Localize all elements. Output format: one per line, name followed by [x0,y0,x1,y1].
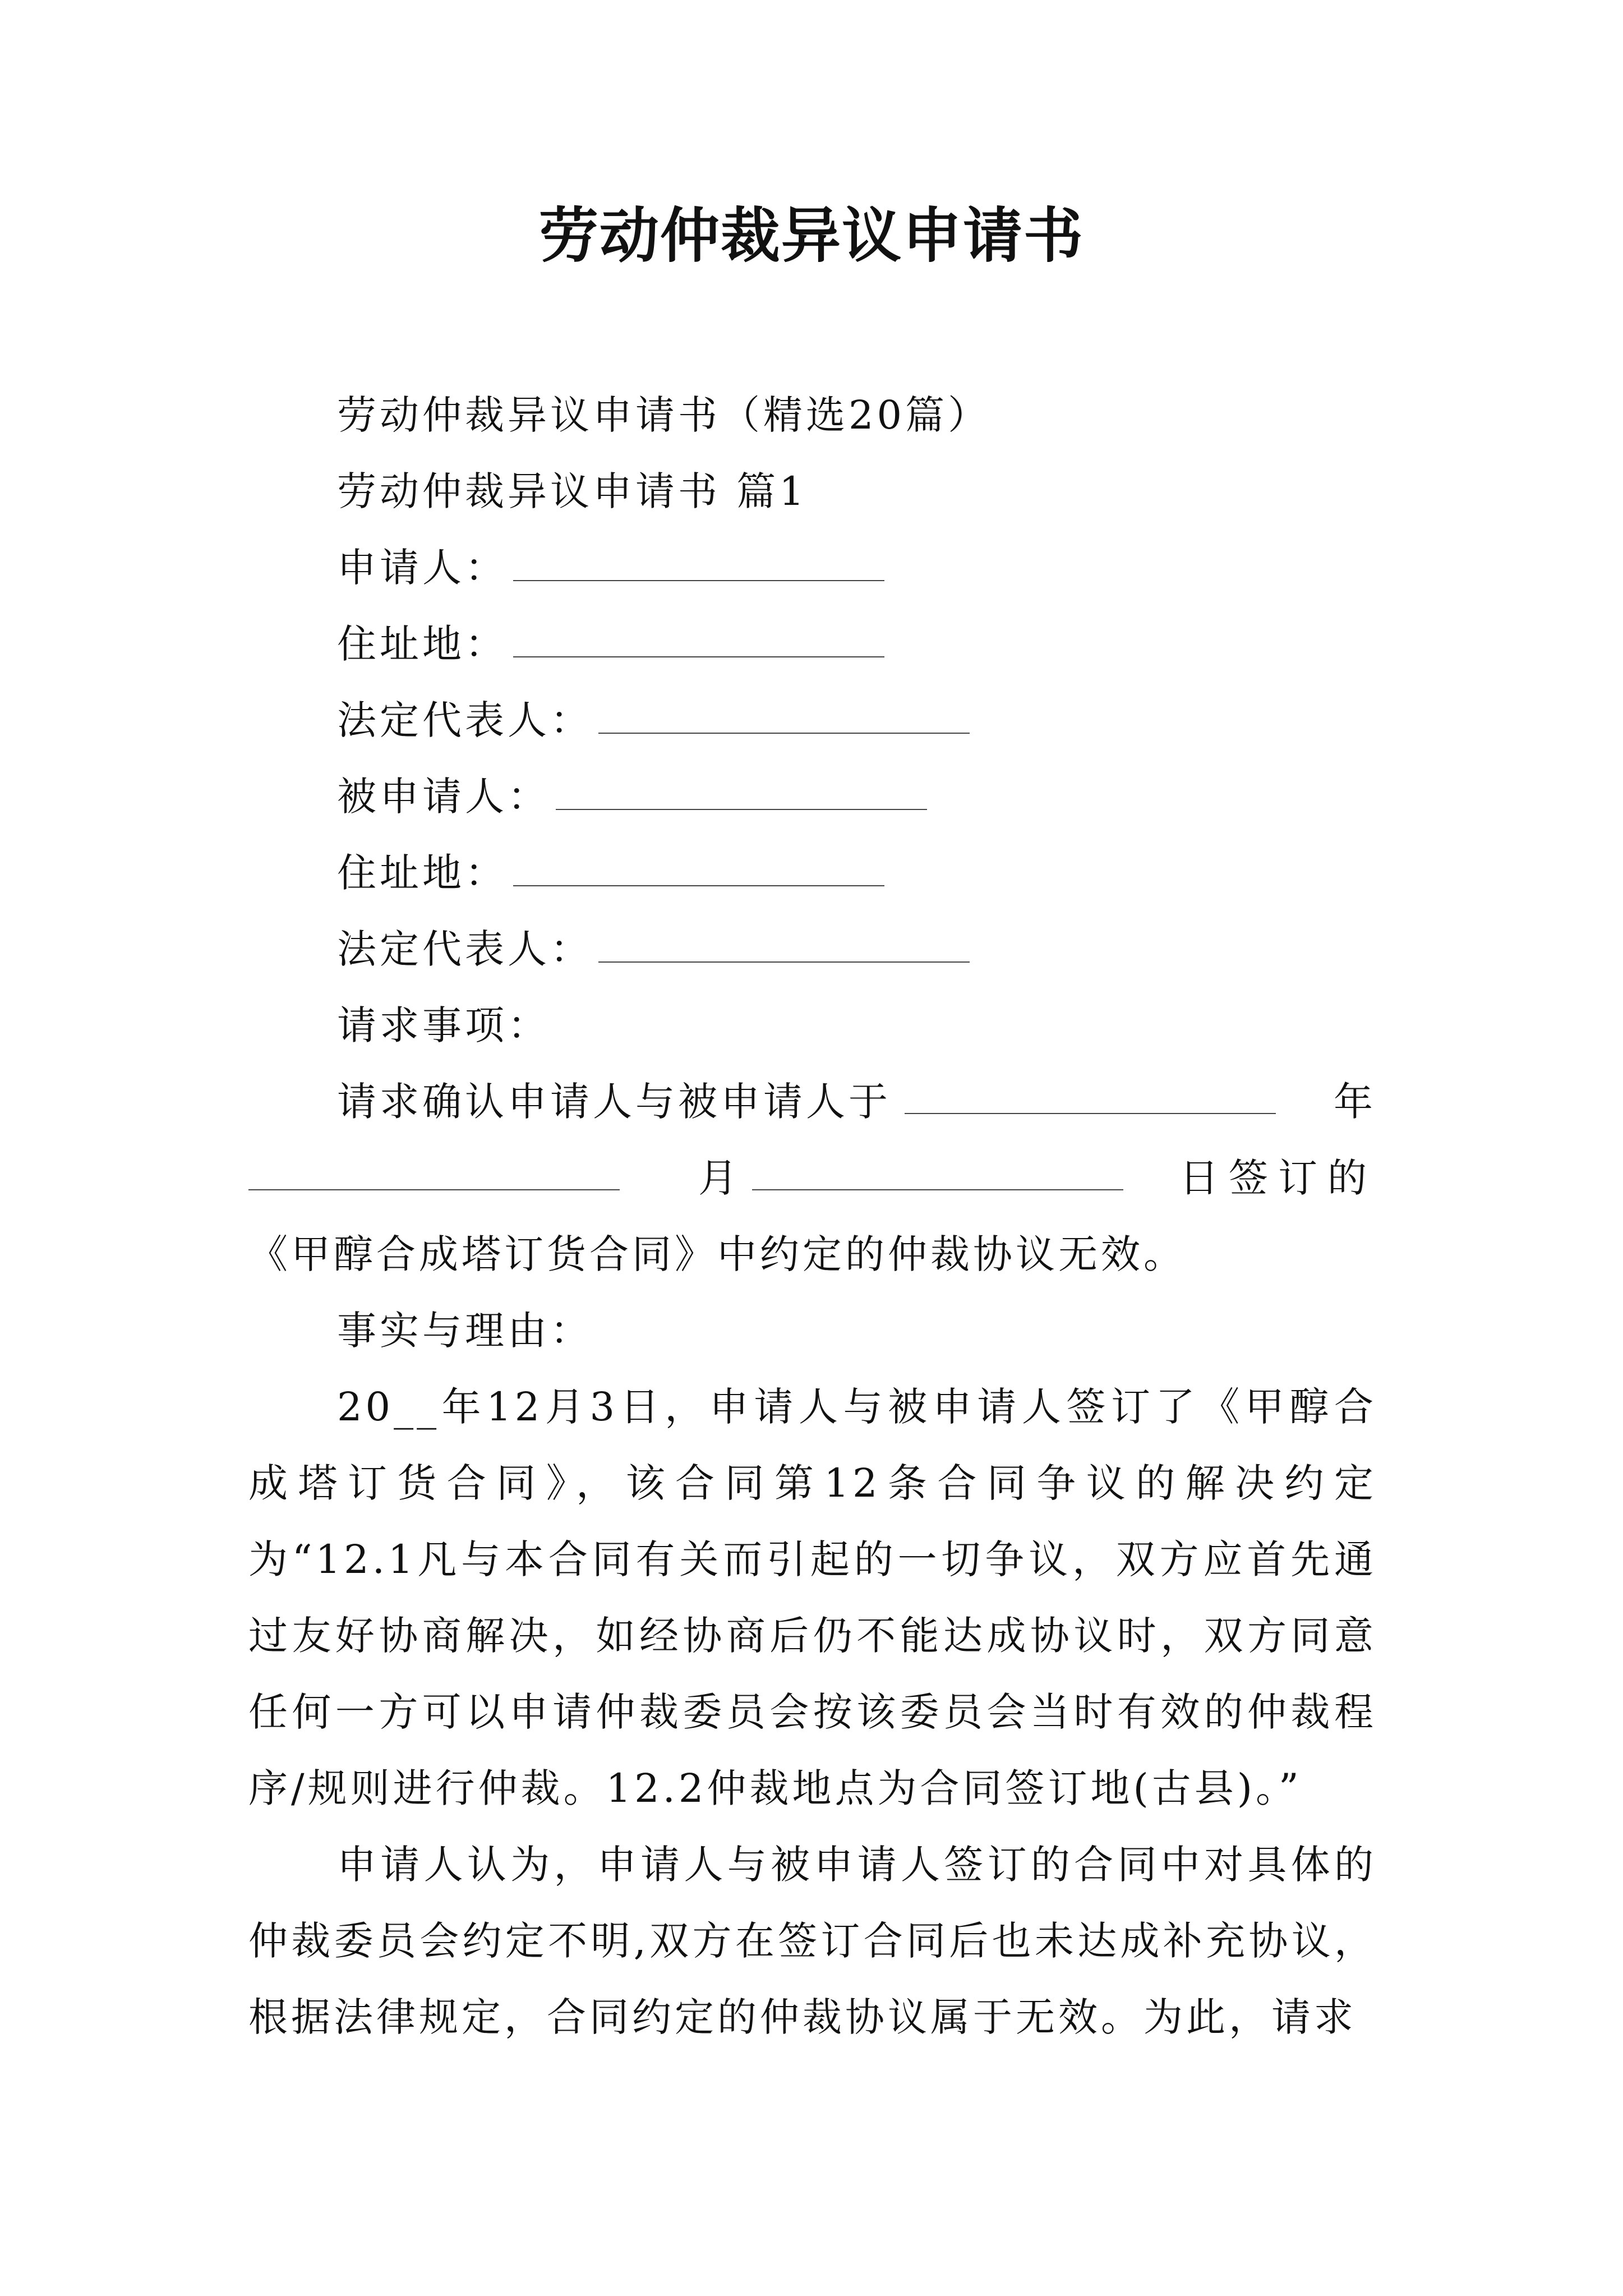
respondent-rep-field [337,921,970,977]
applicant-address-blank [513,623,884,657]
section-heading: 劳动仲裁异议申请书 篇1 [337,468,808,514]
respondent-address-label: 住址地： [337,850,508,896]
applicant-address-label: 住址地： [337,621,508,667]
request-month-blank [248,1150,620,1190]
document-subtitle: 劳动仲裁异议申请书（精选20篇） [337,392,991,438]
applicant-rep-blank [598,699,970,734]
applicant-rep-field [337,692,970,748]
request-line-1-text: 请求确认申请人与被申请人于 [337,1079,891,1125]
request-line-3-text: 《甲醇合成塔订货合同》中约定的仲裁协议无效。 [248,1231,1186,1277]
request-day-label: 日签订的 [1179,1155,1377,1201]
respondent-label: 被申请人： [337,774,550,820]
applicant-label: 申请人： [337,545,508,591]
document-title: 劳动仲裁异议申请书 [539,200,1084,270]
request-heading: 请求事项： [337,1002,550,1048]
respondent-address-blank [513,852,884,886]
applicant-rep-label: 法定代表人： [337,697,593,743]
respondent-rep-label: 法定代表人： [337,926,593,972]
applicant-field [337,540,884,596]
respondent-field [337,769,927,825]
facts-paragraph-1: 20__年12月3日，申请人与被申请人签订了《甲醇合成塔订货合同》，该合同第12条合同争议的解决约定为“12.1凡与本合同有关而引起的一切争议，双方应首先通过友好协商解决，如经协商后仍不能达成协议时，双方同意任何一方可以申请仲裁委员会按该委员会当时有效的仲裁程序/规则进行仲裁。12.2仲裁地点为合同签订地(古县)。” [248,1384,1377,1811]
applicant-blank [513,546,884,581]
facts-paragraph-2: 申请人认为，申请人与被申请人签订的合同中对具体的仲裁委员会约定不明,双方在签订合同后也未达成补充协议，根据法律规定，合同约定的仲裁协议属于无效。为此，请求 [248,1842,1377,2040]
request-month-label: 月 [698,1155,737,1201]
applicant-address-field [337,616,884,672]
respondent-address-field [337,845,884,901]
request-year-blank [905,1074,1276,1114]
request-day-blank [752,1150,1123,1190]
respondent-rep-blank [598,928,970,963]
facts-heading: 事实与理由： [337,1308,593,1354]
request-year-label: 年 [1334,1079,1373,1125]
respondent-blank [556,775,927,810]
